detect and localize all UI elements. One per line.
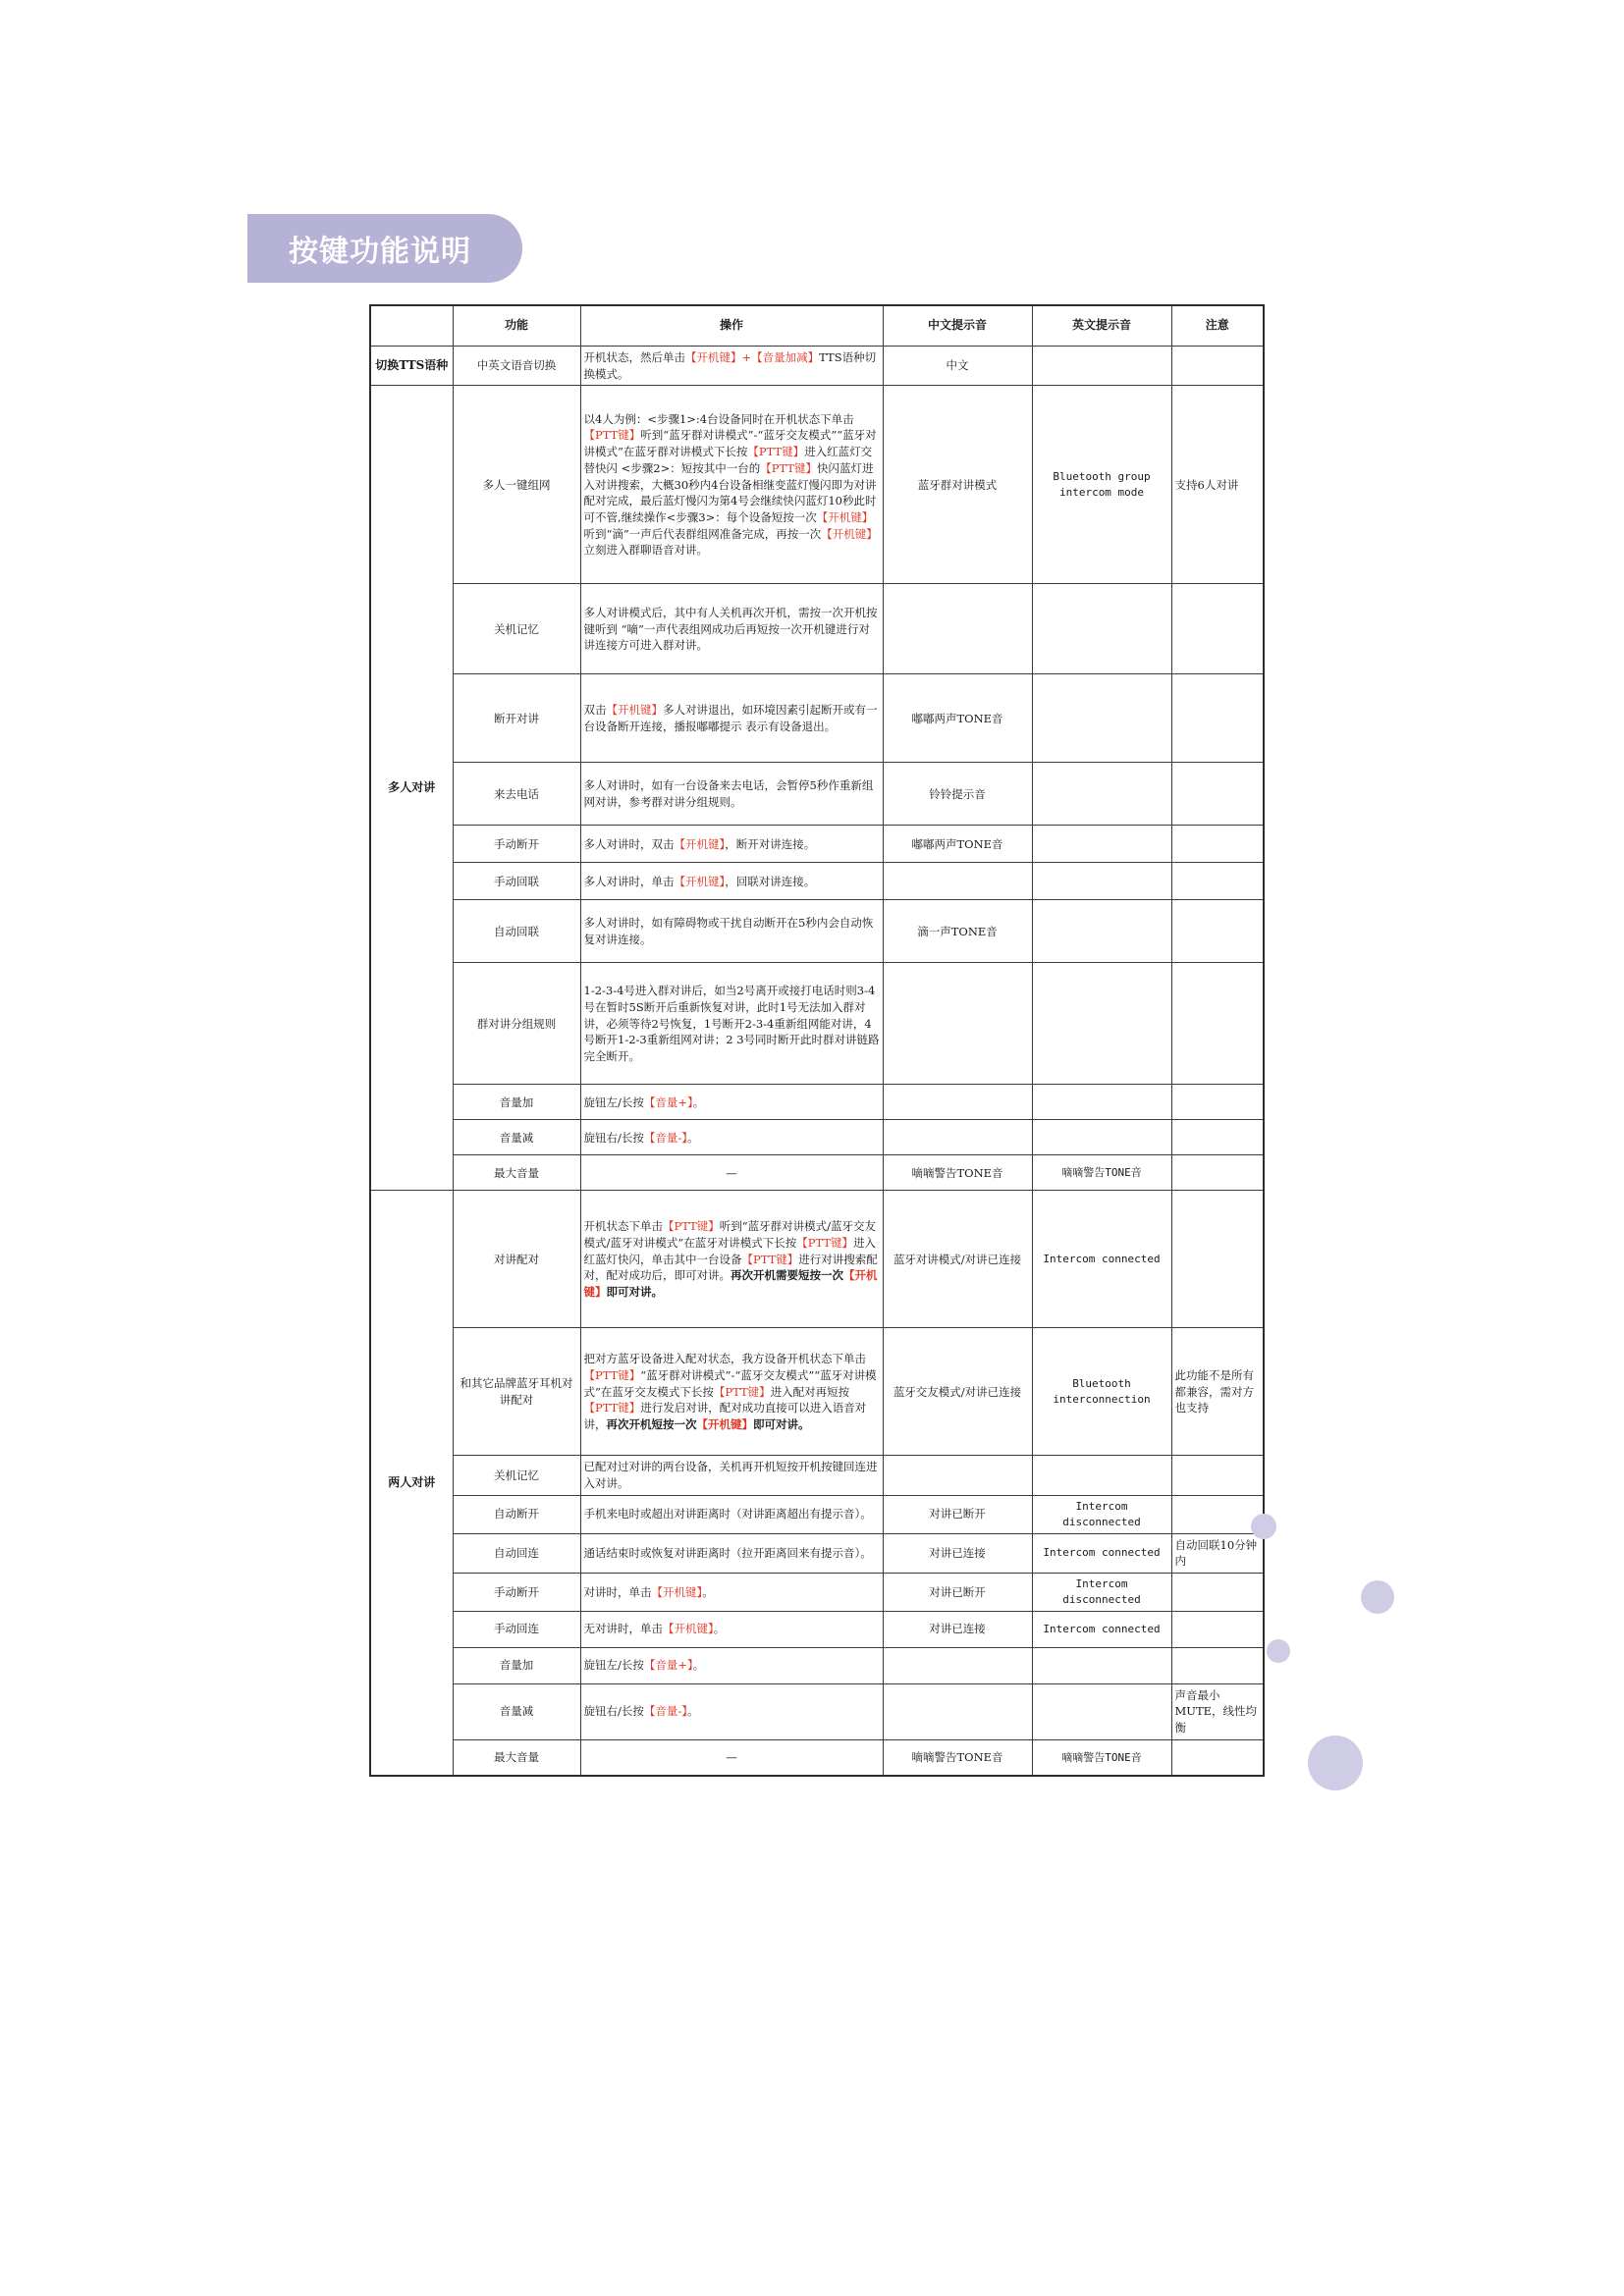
header-cell-function: 功能 (453, 305, 580, 347)
operation-cell (580, 1533, 883, 1573)
table-row (370, 1611, 1264, 1647)
english-prompt-cell (1032, 963, 1171, 1085)
table-row (370, 674, 1264, 763)
feature-cell: 手动回连 (453, 1611, 580, 1647)
operation-text-segment: 【音量-】 (643, 1704, 688, 1719)
feature-cell: 自动断开 (453, 1495, 580, 1533)
operation-text-segment: 开机状态，然后单击 (583, 350, 685, 364)
note-cell (1171, 1120, 1264, 1155)
operation-cell (580, 386, 883, 584)
feature-cell: 手动断开 (453, 1573, 580, 1611)
english-prompt-cell: Bluetooth group intercom mode (1032, 386, 1171, 584)
note-cell: 自动回联10分钟内 (1171, 1533, 1264, 1573)
chinese-prompt-cell: 对讲已连接 (883, 1533, 1032, 1573)
feature-cell: 多人一键组网 (453, 386, 580, 584)
operation-cell (580, 1573, 883, 1611)
operation-text-segment: 【开机键】 (821, 526, 878, 541)
table-row (370, 1647, 1264, 1683)
english-prompt-cell: 嘀嘀警告TONE音 (1032, 1155, 1171, 1191)
feature-cell: 音量加 (453, 1085, 580, 1120)
feature-cell: 来去电话 (453, 763, 580, 826)
english-prompt-cell: Intercom connected (1032, 1191, 1171, 1328)
category-cell: 切换TTS语种 (370, 347, 453, 386)
table-row (370, 763, 1264, 826)
operation-text-segment: 。 (687, 1704, 699, 1719)
operation-text-segment: 。 (692, 1095, 705, 1109)
key-function-table-wrap (369, 304, 1263, 1777)
operation-text-segment: 【PTT键】 (713, 1384, 771, 1399)
operation-cell (580, 1495, 883, 1533)
feature-cell: 音量减 (453, 1683, 580, 1739)
english-prompt-cell (1032, 1456, 1171, 1495)
category-cell: 两人对讲 (370, 1191, 453, 1776)
note-cell (1171, 763, 1264, 826)
operation-text-segment: 快闪蓝灯进入对讲搜索，大概30秒内4台设备相继变蓝灯慢闪即为对讲配对完成，最后蓝灯慢闪为第4号会继续快闪蓝灯10秒此时可不管,继续操作<步骤3>：每个设备短按一次 (583, 460, 877, 524)
operation-text-segment: 【PTT键】 (583, 428, 641, 443)
feature-cell: 自动回联 (453, 900, 580, 963)
feature-cell: 断开对讲 (453, 674, 580, 763)
table-row (370, 1191, 1264, 1328)
operation-cell (580, 1120, 883, 1155)
chinese-prompt-cell: 嘟嘟两声TONE音 (883, 826, 1032, 863)
header-cell-category (370, 305, 453, 347)
chinese-prompt-cell (883, 584, 1032, 674)
operation-cell (580, 863, 883, 900)
feature-cell: 自动回连 (453, 1533, 580, 1573)
english-prompt-cell: Intercom connected (1032, 1533, 1171, 1573)
operation-text-segment: 多人对讲退出，如环境因素引起断开或有一台设备断开连接，播报嘟嘟提示 表示有设备退出。 (583, 703, 878, 733)
note-cell (1171, 1611, 1264, 1647)
operation-text-segment: 以4人为例：<步骤1>:4台设备同时在开机状态下单击 (583, 411, 854, 426)
table-row (370, 1328, 1264, 1456)
note-cell (1171, 863, 1264, 900)
operation-text-segment: 多人对讲时，如有一台设备来去电话，会暂停5秒作重新组网对讲，参考群对讲分组规则。 (583, 778, 874, 809)
operation-text-segment: 开机状态下单击 (583, 1219, 663, 1234)
note-cell (1171, 674, 1264, 763)
operation-cell (580, 1647, 883, 1683)
operation-cell (580, 900, 883, 963)
operation-text-segment: 听到“蓝牙群对讲模式/蓝牙交友模式/蓝牙对讲模式”在蓝牙对讲模式下长按 (583, 1219, 877, 1250)
operation-text-segment: 对讲时，单击 (583, 1584, 652, 1599)
english-prompt-cell (1032, 1647, 1171, 1683)
operation-text-segment: 。 (687, 1130, 699, 1145)
header-cell-note: 注意 (1171, 305, 1264, 347)
note-cell: 此功能不是所有都兼容，需对方也支持 (1171, 1328, 1264, 1456)
operation-text-segment: 进行对讲搜索配对，配对成功后，即可对讲。 (583, 1252, 878, 1283)
feature-cell: 手动回联 (453, 863, 580, 900)
table-row (370, 1573, 1264, 1611)
operation-text-segment: 把对方蓝牙设备进入配对状态，我方设备开机状态下单击 (583, 1352, 866, 1366)
feature-cell: 对讲配对 (453, 1191, 580, 1328)
operation-text-segment: 多人对讲时，单击 (583, 874, 675, 888)
category-cell: 多人对讲 (370, 386, 453, 1191)
operation-text-segment: ，断开对讲连接。 (725, 836, 816, 851)
operation-cell (580, 763, 883, 826)
operation-cell (580, 963, 883, 1085)
note-cell (1171, 826, 1264, 863)
english-prompt-cell (1032, 763, 1171, 826)
operation-text-segment: 旋钮左/长按 (583, 1095, 644, 1109)
chinese-prompt-cell: 嘀嘀警告TONE音 (883, 1739, 1032, 1776)
chinese-prompt-cell: 蓝牙对讲模式/对讲已连接 (883, 1191, 1032, 1328)
note-cell (1171, 1191, 1264, 1328)
english-prompt-cell: Intercom disconnected (1032, 1573, 1171, 1611)
page-title: 按键功能说明 (289, 235, 471, 269)
note-cell: 支持6人对讲 (1171, 386, 1264, 584)
table-row (370, 386, 1264, 584)
operation-text-segment: 。 (692, 1658, 705, 1673)
header-cell-chinese-prompt: 中文提示音 (883, 305, 1032, 347)
english-prompt-cell: Bluetooth interconnection (1032, 1328, 1171, 1456)
operation-text-segment: 。 (702, 1584, 714, 1599)
operation-text-segment: 【音量-】 (643, 1130, 688, 1145)
operation-text-segment: 【PTT键】 (583, 1367, 641, 1382)
table-row (370, 1456, 1264, 1495)
operation-text-segment: 【PTT键】 (796, 1235, 854, 1250)
operation-text-segment: 旋钮右/长按 (583, 1704, 644, 1719)
operation-text-segment: 旋钮左/长按 (583, 1658, 644, 1673)
chinese-prompt-cell: 中文 (883, 347, 1032, 386)
feature-cell: 音量减 (453, 1120, 580, 1155)
english-prompt-cell: Intercom connected (1032, 1611, 1171, 1647)
operation-text-segment: 听到“滴”一声后代表群组网准备完成，再按一次 (583, 526, 822, 541)
table-row (370, 900, 1264, 963)
operation-text-segment: 再次开机短按一次 (606, 1416, 697, 1431)
table-row (370, 1739, 1264, 1776)
note-cell (1171, 1456, 1264, 1495)
english-prompt-cell: 嘀嘀警告TONE音 (1032, 1739, 1171, 1776)
operation-text-segment: 【开机键】 (674, 874, 726, 888)
operation-text-segment: 即可对讲。 (606, 1284, 663, 1299)
note-cell (1171, 1573, 1264, 1611)
chinese-prompt-cell: 铃铃提示音 (883, 763, 1032, 826)
english-prompt-cell (1032, 900, 1171, 963)
chinese-prompt-cell (883, 1647, 1032, 1683)
header-cell-english-prompt: 英文提示音 (1032, 305, 1171, 347)
english-prompt-cell (1032, 1120, 1171, 1155)
operation-text-segment: 【开机键】 (651, 1584, 703, 1599)
table-row (370, 1155, 1264, 1191)
operation-cell (580, 1155, 883, 1191)
table-row (370, 1683, 1264, 1739)
english-prompt-cell (1032, 347, 1171, 386)
operation-cell (580, 1328, 883, 1456)
operation-text-segment: — (726, 1750, 737, 1765)
section-header-tab (247, 214, 522, 283)
feature-cell: 音量加 (453, 1647, 580, 1683)
chinese-prompt-cell: 对讲已断开 (883, 1573, 1032, 1611)
english-prompt-cell (1032, 674, 1171, 763)
chinese-prompt-cell: 对讲已断开 (883, 1495, 1032, 1533)
header-cell-operation: 操作 (580, 305, 883, 347)
operation-cell (580, 1085, 883, 1120)
operation-text-segment: 再次开机需要短按一次 (731, 1268, 843, 1283)
table-row (370, 584, 1264, 674)
operation-cell (580, 1683, 883, 1739)
operation-cell (580, 674, 883, 763)
operation-text-segment: 进入配对再短按 (770, 1384, 850, 1399)
chinese-prompt-cell: 嘟嘟两声TONE音 (883, 674, 1032, 763)
decor-dot-3 (1267, 1639, 1290, 1663)
operation-cell (580, 584, 883, 674)
operation-text-segment: 立刻进入群聊语音对讲。 (583, 543, 708, 558)
operation-text-segment: 【PTT键】 (760, 460, 818, 475)
note-cell (1171, 1739, 1264, 1776)
chinese-prompt-cell (883, 1120, 1032, 1155)
table-header-row (370, 305, 1264, 347)
operation-text-segment: 【开机键】 (696, 1416, 753, 1431)
table-row (370, 963, 1264, 1085)
operation-text-segment: 【开机键】+【音量加减】 (685, 350, 820, 364)
operation-text-segment: 【开机键】 (816, 509, 874, 524)
chinese-prompt-cell: 蓝牙群对讲模式 (883, 386, 1032, 584)
operation-text-segment: 进行发启对讲，配对成功直接可以进入语音对讲， (583, 1401, 867, 1431)
english-prompt-cell (1032, 863, 1171, 900)
chinese-prompt-cell (883, 863, 1032, 900)
table-row (370, 1533, 1264, 1573)
operation-text-segment: 【PTT键】 (583, 1401, 641, 1415)
chinese-prompt-cell: 对讲已连接 (883, 1611, 1032, 1647)
operation-text-segment: 多人对讲时，双击 (583, 836, 675, 851)
operation-text-segment: 手机来电时或超出对讲距离时（对讲距离超出有提示音）。 (583, 1507, 872, 1522)
chinese-prompt-cell (883, 963, 1032, 1085)
chinese-prompt-cell: 蓝牙交友模式/对讲已连接 (883, 1328, 1032, 1456)
operation-text-segment: 双击 (583, 703, 607, 718)
note-cell: 声音最小MUTE，线性均衡 (1171, 1683, 1264, 1739)
feature-cell: 最大音量 (453, 1155, 580, 1191)
note-cell (1171, 1085, 1264, 1120)
operation-text-segment: ，回联对讲连接。 (725, 874, 816, 888)
operation-text-segment: 即可对讲。 (753, 1416, 810, 1431)
operation-text-segment: 【PTT键】 (663, 1219, 720, 1234)
operation-text-segment: 【开机键】 (674, 836, 726, 851)
decor-dot-1 (1251, 1514, 1276, 1539)
feature-cell: 群对讲分组规则 (453, 963, 580, 1085)
operation-text-segment: 进入红蓝灯快闪，单击其中一台设备 (583, 1235, 877, 1266)
operation-text-segment: 多人对讲时，如有障碍物或干扰自动断开在5秒内会自动恢复对讲连接。 (583, 916, 874, 946)
operation-text-segment: 无对讲时，单击 (583, 1622, 663, 1636)
chinese-prompt-cell: 嘀嘀警告TONE音 (883, 1155, 1032, 1191)
note-cell (1171, 1647, 1264, 1683)
operation-cell (580, 1739, 883, 1776)
operation-text-segment: 【PTT键】 (741, 1252, 799, 1266)
note-cell (1171, 963, 1264, 1085)
key-function-table (369, 304, 1265, 1777)
table-row (370, 863, 1264, 900)
decor-dot-4 (1308, 1735, 1363, 1790)
decor-dot-2 (1361, 1580, 1394, 1614)
operation-text-segment: 已配对过对讲的两台设备，关机再开机短按开机按键回连进入对讲。 (583, 1460, 878, 1491)
operation-text-segment: 。 (713, 1622, 726, 1636)
table-row (370, 1495, 1264, 1533)
chinese-prompt-cell (883, 1456, 1032, 1495)
english-prompt-cell (1032, 826, 1171, 863)
operation-cell (580, 347, 883, 386)
feature-cell: 关机记忆 (453, 1456, 580, 1495)
feature-cell: 手动断开 (453, 826, 580, 863)
chinese-prompt-cell (883, 1683, 1032, 1739)
chinese-prompt-cell (883, 1085, 1032, 1120)
note-cell (1171, 584, 1264, 674)
feature-cell: 最大音量 (453, 1739, 580, 1776)
operation-text-segment: 多人对讲模式后，其中有人关机再次开机，需按一次开机按键听到 “嘀”一声代表组网成功后再短按一次开机键进行对讲连接方可进入群对讲。 (583, 605, 878, 653)
table-row (370, 347, 1264, 386)
operation-text-segment: “蓝牙群对讲模式”-“蓝牙交友模式”“蓝牙对讲模式”在蓝牙交友模式下长按 (583, 1367, 877, 1399)
note-cell (1171, 1155, 1264, 1191)
operation-cell (580, 1611, 883, 1647)
chinese-prompt-cell: 滴一声TONE音 (883, 900, 1032, 963)
operation-text-segment: 听到“蓝牙群对讲模式”-“蓝牙交友模式”“蓝牙对讲模式”在蓝牙群对讲模式下长按 (583, 428, 877, 459)
table-row (370, 1120, 1264, 1155)
operation-text-segment: 1-2-3-4号进入群对讲后，如当2号离开或接打电话时则3-4号在暂时5S断开后重新恢复对讲，此时1号无法加入群对讲，必须等待2号恢复，1号断开2-3-4重新组网能对讲，4号断开1-2-3重新组网对讲；2 3号同时断开此时群对讲链路完全断开。 (583, 984, 880, 1063)
operation-text-segment: — (726, 1165, 737, 1180)
operation-cell (580, 826, 883, 863)
operation-text-segment: 【开机键】 (663, 1622, 714, 1636)
operation-text-segment: 【音量+】 (643, 1095, 693, 1109)
operation-cell (580, 1456, 883, 1495)
operation-text-segment: 【PTT键】 (747, 445, 805, 459)
operation-text-segment: 【开机键】 (583, 1268, 878, 1299)
operation-cell (580, 1191, 883, 1328)
operation-text-segment: TTS语种切换模式。 (583, 350, 877, 381)
english-prompt-cell: Intercom disconnected (1032, 1495, 1171, 1533)
feature-cell: 中英文语音切换 (453, 347, 580, 386)
operation-text-segment: 进入红蓝灯交替快闪 <步骤2>：短按其中一台的 (583, 445, 873, 475)
note-cell (1171, 347, 1264, 386)
english-prompt-cell (1032, 1085, 1171, 1120)
feature-cell: 关机记忆 (453, 584, 580, 674)
english-prompt-cell (1032, 1683, 1171, 1739)
table-row (370, 826, 1264, 863)
operation-text-segment: 通话结束时或恢复对讲距离时（拉开距离回来有提示音）。 (583, 1545, 872, 1560)
table-row (370, 1085, 1264, 1120)
operation-text-segment: 旋钮右/长按 (583, 1130, 644, 1145)
note-cell (1171, 900, 1264, 963)
note-cell (1171, 1495, 1264, 1533)
operation-text-segment: 【音量+】 (643, 1658, 693, 1673)
english-prompt-cell (1032, 584, 1171, 674)
feature-cell: 和其它品牌蓝牙耳机对讲配对 (453, 1328, 580, 1456)
operation-text-segment: 【开机键】 (606, 703, 663, 718)
